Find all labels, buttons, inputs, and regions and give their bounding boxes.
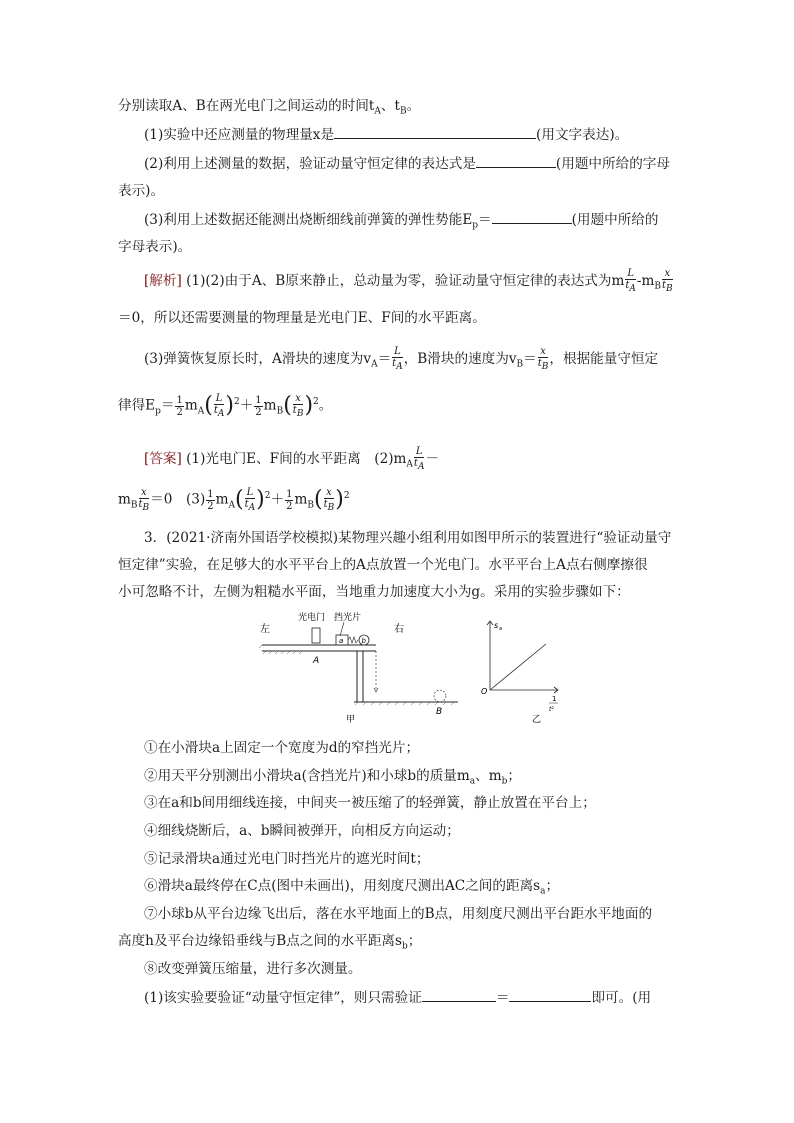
question-3: [144, 209, 704, 236]
answer-line-2: $m_B$ $\frac{x}{t_B}$ ＝0 (3) $\frac{1}{2}$ $m_A$( $\frac{L}{t_A}$ )$^2$＋ $\frac{1}{2}$ $m_B$( $\frac{x}{t_B}$ )$^2$: [118, 486, 350, 513]
spring-icon: [348, 637, 358, 643]
intro-mid: 、t: [380, 98, 400, 114]
analysis-text-1: (1)(2)由于A、B原来静止，总动量为零，验证动量守恒定律的表达式为m: [186, 273, 625, 289]
answer-text-1: (1)光电门E、F间的水平距离 (2)m: [186, 451, 407, 467]
sub-a: A: [374, 106, 381, 117]
analysis-line-3: (3)弹簧恢复原长时，A滑块的速度为$v_A=$ $\frac{L}{t_A}$ ，B滑块的速度为$v_B=$ $\frac{x}{t_B}$ ，根据能量守恒定: [144, 346, 659, 372]
analysis-text-2: ＝0，所以还需要测量的物理量是光电门E、F间的水平距离。: [118, 310, 486, 326]
final-text: (1)该实验要验证“动量守恒定律”，则只需验证: [144, 990, 422, 1006]
label-left: 左: [260, 624, 270, 635]
q3-cont: 字母表示)。: [118, 239, 192, 255]
label-x-num: 1: [552, 695, 557, 703]
step-1-text: ①在小滑块a上固定一个宽度为d的窄挡光片；: [144, 740, 420, 756]
analysis-label: [解析]: [144, 273, 182, 289]
problem3-text-2: 恒定律”实验，在足够大的水平平台上的A点放置一个光电门。水平平台上A点右侧摩擦很: [118, 557, 648, 573]
analysis-text-3c: ，根据能量守恒定: [549, 351, 659, 367]
label-point-a: A: [313, 656, 320, 666]
q2-post: (用题中所给的字母: [555, 156, 670, 172]
step-4: [144, 821, 704, 841]
question-3-cont: [118, 237, 678, 257]
label-x-den: t²: [549, 706, 554, 713]
question-2-cont: [118, 181, 678, 201]
step-5: [144, 849, 704, 869]
problem3-line-3: [118, 582, 678, 602]
ball-landing: [434, 690, 446, 702]
final-blank-1[interactable]: [422, 987, 496, 1002]
step-3: [144, 793, 704, 813]
answer-text-2b: ＝0 (3): [150, 491, 206, 508]
problem3-text-1: 3．(2021·济南外国语学校模拟)某物理兴趣小组利用如图甲所示的装置进行“验证动量守: [144, 530, 672, 546]
label-gate: 光电门: [298, 613, 326, 623]
step-6: ⑥滑块a最终停在C点(图中未画出)，用刻度尺测出AC之间的距离$s_a$；: [144, 878, 560, 897]
graph-line: [490, 644, 546, 690]
problem3-line-2: [118, 555, 678, 575]
question-1: [144, 124, 704, 145]
answer-label: [答案]: [144, 451, 182, 467]
intro-text: 分别读取A、B在两光电门之间运动的时间t: [118, 98, 375, 114]
step-7-cont-text: 高度h及平台边缘铅垂线与B点之间的水平距离s: [118, 933, 403, 949]
label-b: b: [361, 637, 366, 645]
step-3-text: ③在a和b间用细线连接，中间夹一被压缩了的轻弹簧，静止放置在平台上；: [144, 795, 596, 811]
answer-text-2: m: [118, 491, 131, 508]
label-origin: O: [481, 687, 488, 696]
label-shade: 挡光片: [334, 613, 362, 623]
label-y-sub: a: [499, 626, 503, 632]
q1-text: (1)实验中还应测量的物理量x是: [144, 127, 335, 143]
label-right: 右: [394, 624, 404, 635]
answer-line-1: [答案] (1)光电门E、F间的水平距离 $(2)m_A$ $\frac{L}{t_A}$ －: [144, 446, 440, 472]
analysis-line-4: 律得$E_p=$ $\frac{1}{2}$ $m_A$( $\frac{L}{t_A}$ )$^2$＋ $\frac{1}{2}$ $m_B$( $\frac{x}{t_B}$ )$^2$。: [118, 392, 333, 419]
label-point-b: B: [436, 707, 443, 717]
step-6-text: ⑥滑块a最终停在C点(图中未画出)，用刻度尺测出AC之间的距离s: [144, 878, 541, 894]
frac-vA: $\frac{L}{t_A}$: [392, 346, 403, 372]
intro-end: 。: [406, 98, 421, 114]
q3-sub: p: [472, 220, 479, 231]
step-7: [144, 904, 704, 924]
sub-b: B: [399, 106, 407, 117]
q3-text: (3)利用上述数据还能测出烧断细线前弹簧的弹性势能E: [144, 212, 473, 228]
label-yi: 乙: [532, 715, 542, 725]
photogate-icon: [312, 628, 320, 643]
q3-blank[interactable]: [492, 209, 572, 224]
step-1: [144, 738, 704, 758]
label-jia: 甲: [346, 715, 356, 725]
final-post: 即可。(用: [591, 990, 652, 1006]
analysis-line-1: [解析] (1)(2)由于A、B原来静止，总动量为零，验证动量守恒定律的表达式为m $\frac{L}{t_A}$ $-m_B$ $\frac{x}{t_B}$: [144, 268, 673, 294]
step-5-text: ⑤记录滑块a通过光电门时挡光片的遮光时间t；: [144, 851, 430, 867]
q2-cont: 表示)。: [118, 183, 165, 199]
step-8-text: ⑧改变弹簧压缩量，进行多次测量。: [144, 961, 362, 977]
frac-x-tB: $\frac{x}{t_B}$: [662, 268, 673, 294]
analysis-text-4: 律得E: [118, 397, 156, 414]
frac-vB: $\frac{x}{t_B}$: [537, 346, 549, 372]
step-2: ②用天平分别测出小滑块a(含挡光片)和小球b的质量$m_a$、$m_b$；: [144, 768, 521, 787]
frac-L-tA: $\frac{L}{t_A}$: [625, 268, 636, 294]
step-7-cont: 高度h及平台边缘铅垂线与B点之间的水平距离$s_b$；: [118, 933, 422, 952]
label-a: a: [339, 637, 344, 645]
q3-post: (用题中所给的: [571, 212, 659, 228]
problem3-text-3: 小可忽略不计，左侧为粗糙水平面，当地重力加速度大小为g。采用的实验步骤如下：: [118, 584, 630, 600]
analysis-text-3b: ，B滑块的速度为v: [403, 351, 517, 367]
label-y-axis: s: [494, 621, 499, 630]
question-2: [144, 153, 704, 174]
problem3-line-1: [144, 528, 704, 548]
step-7-text: ⑦小球b从平台边缘飞出后，落在水平地面上的B点，用刻度尺测出平台距水平地面的: [144, 906, 653, 922]
experiment-figure: [254, 608, 574, 726]
q1-post: (用文字表达)。: [536, 127, 629, 143]
q3-eq: ＝: [478, 212, 492, 228]
step-2-text: ②用天平分别测出小滑块a(含挡光片)和小球b的质量m: [144, 768, 470, 784]
q2-blank[interactable]: [476, 153, 556, 168]
step-4-text: ④细线烧断后，a、b瞬间被弹开，向相反方向运动；: [144, 823, 460, 839]
q1-blank[interactable]: [334, 124, 536, 139]
final-blank-2[interactable]: [509, 987, 591, 1002]
step-8: [144, 959, 704, 979]
final-question: [144, 987, 704, 1008]
analysis-line-2: [118, 308, 678, 328]
analysis-text-3a: (3)弹簧恢复原长时，A滑块的速度为v: [144, 351, 372, 367]
q2-text: (2)利用上述测量的数据，验证动量守恒定律的表达式是: [144, 156, 476, 172]
intro-line: [118, 96, 678, 122]
final-eq: ＝: [495, 990, 510, 1006]
